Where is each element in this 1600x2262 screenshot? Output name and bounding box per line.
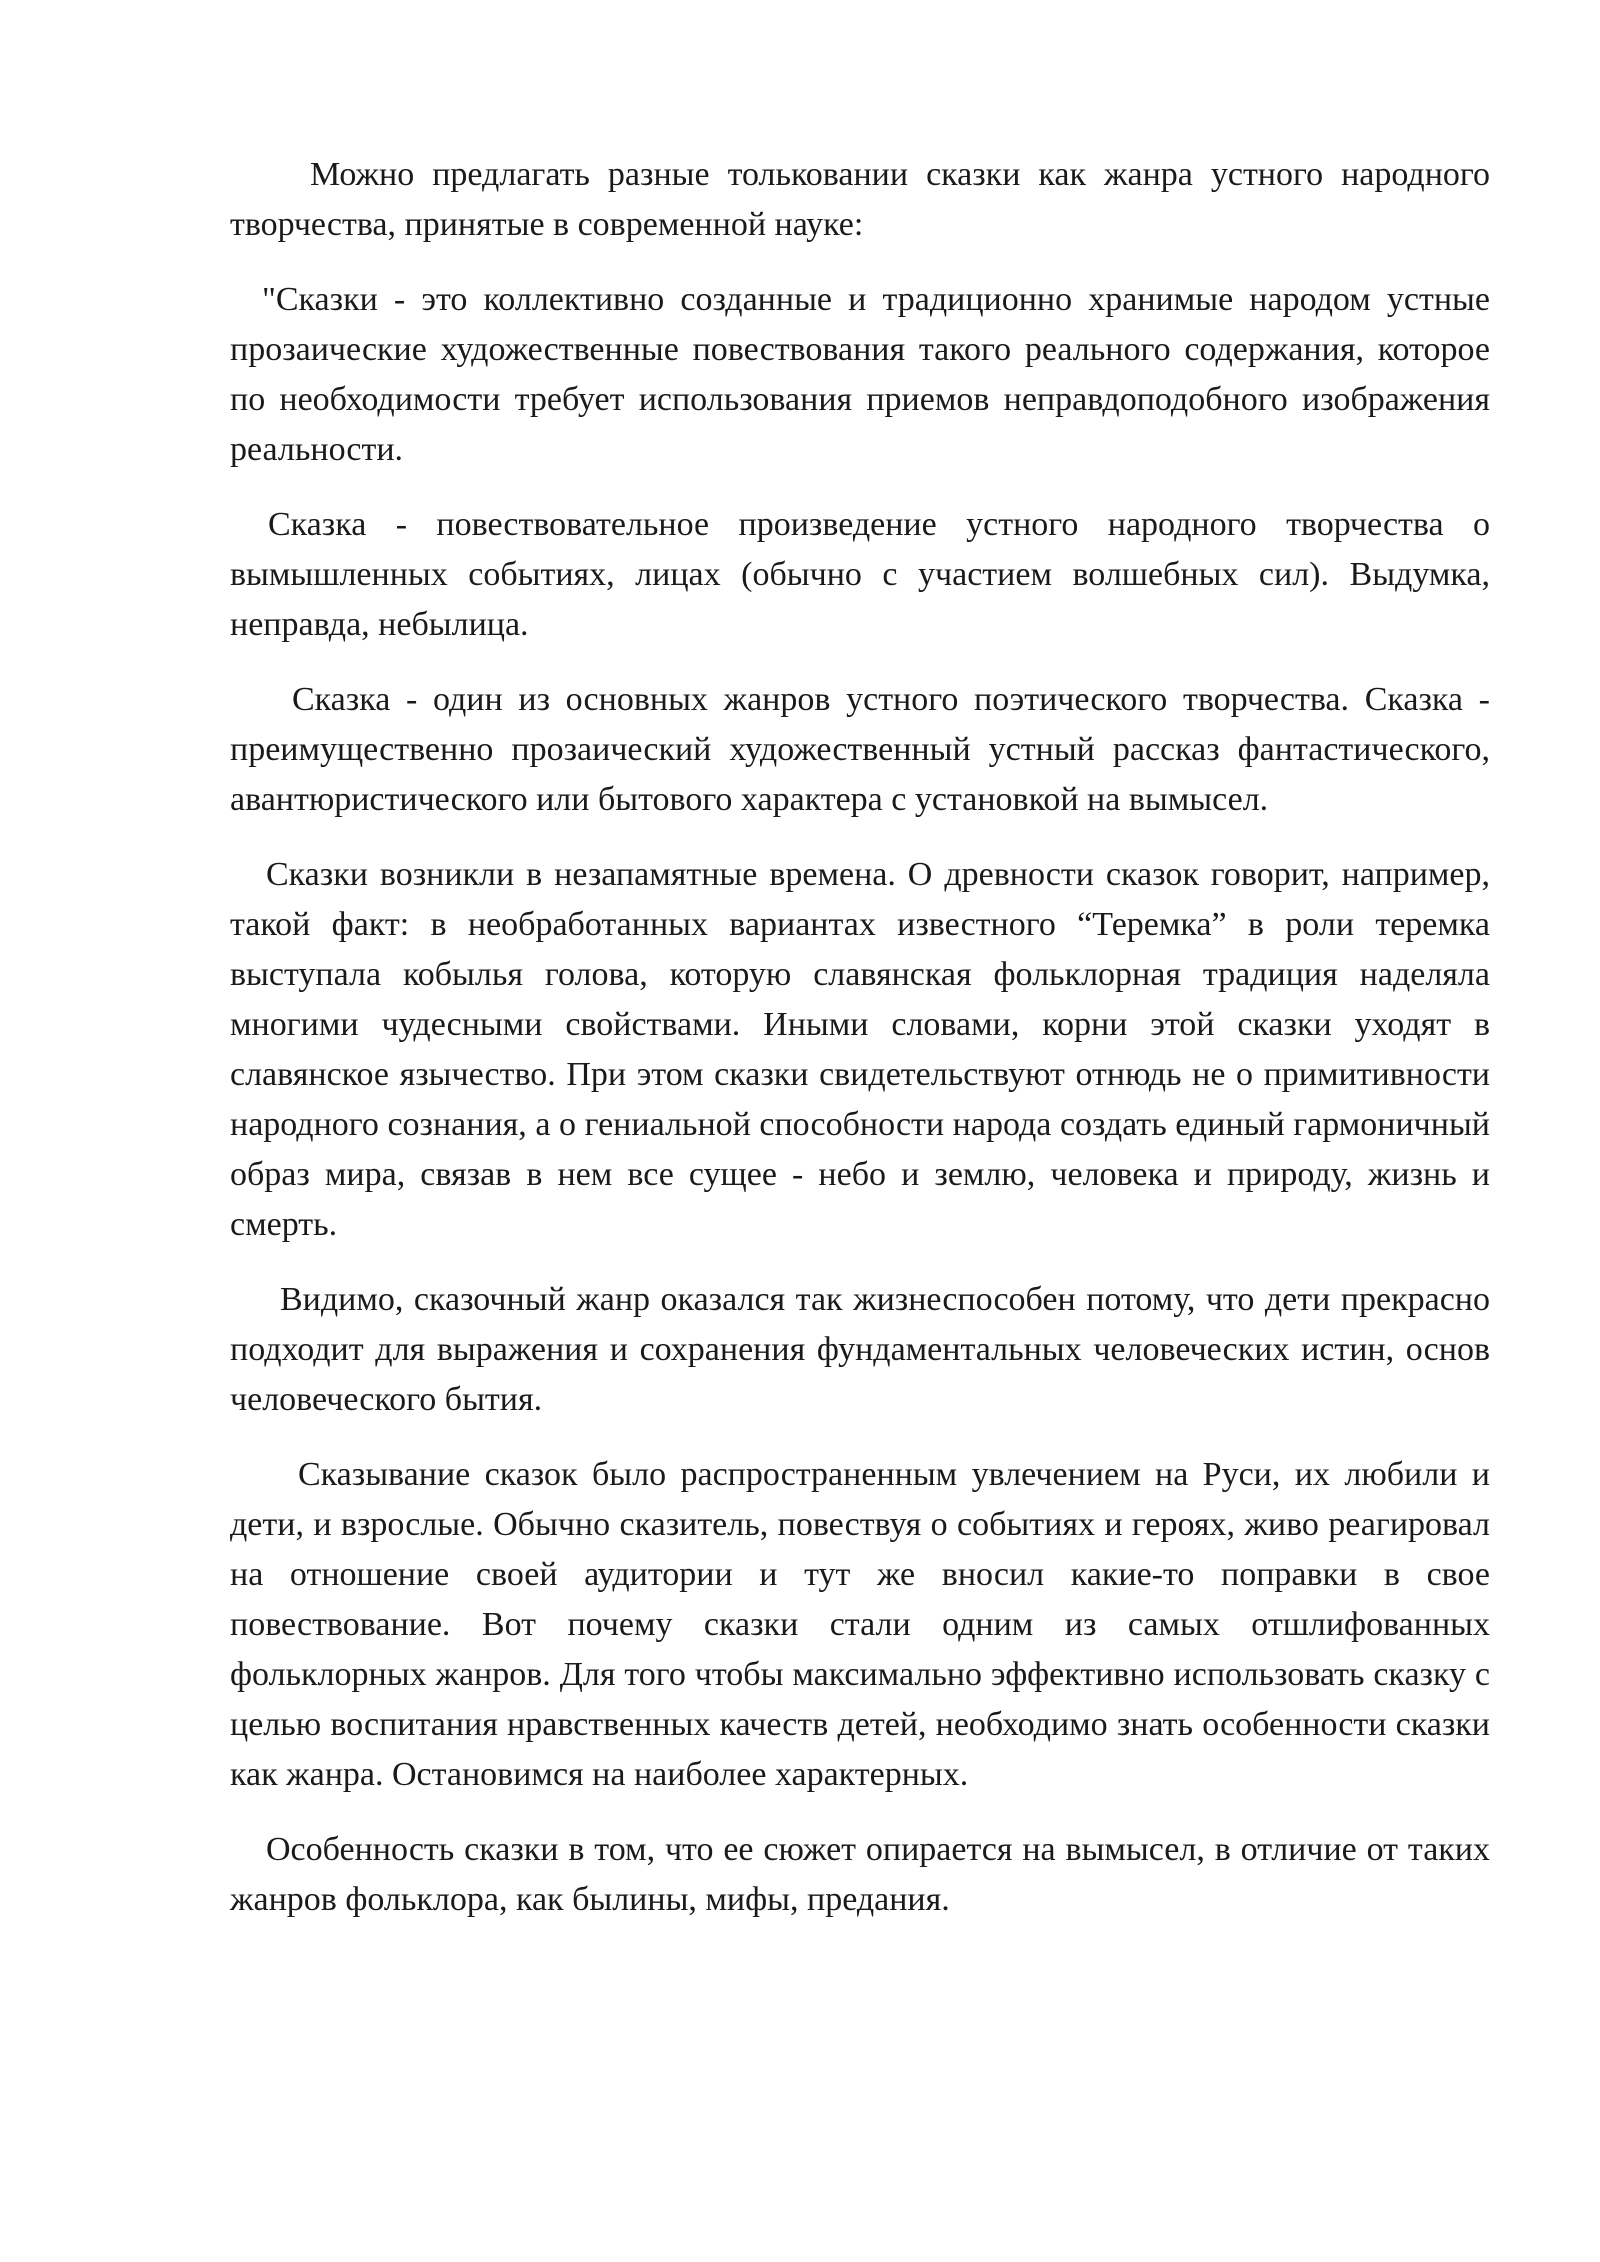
paragraph-intro: Можно предлагать разные тольковании сказки как жанра устного народного творчества, принятые в современной науке: <box>230 156 1490 243</box>
paragraph-origins: Сказки возникли в незапамятные времена. О древности сказок говорит, например, такой факт: в необработанных вариантах известного “Теремка” в роли теремка выступала кобылья голова, которую славянская фольклорная традиция наделяла многими чудесными свойствами. Иными словами, корни этой сказки уходят в славянское язычество. При этом сказки свидетельствуют отнюдь не о примитивности народного сознания, а о гениальной способности народа создать единый гармоничный образ мира, связав в нем все сущее - небо и землю, человека и природу, жизнь и смерть. <box>230 856 1490 1243</box>
paragraph-feature: Особенность сказки в том, что ее сюжет опирается на вымысел, в отличие от таких жанров фольклора, как былины, мифы, предания. <box>230 1831 1490 1918</box>
paragraph-definition-1: "Сказки - это коллективно созданные и традиционно хранимые народом устные прозаические художественные повествования такого реального содержания, которое по необходимости требует использования приемов неправдоподобного изображения реальности. <box>230 281 1490 468</box>
document-body <box>230 150 1490 1950</box>
paragraph-viability: Видимо, сказочный жанр оказался так жизнеспособен потому, что дети прекрасно подходит для выражения и сохранения фундаментальных человеческих истин, основ человеческого бытия. <box>230 1281 1490 1418</box>
paragraph-definition-2: Сказка - повествовательное произведение устного народного творчества о вымышленных событиях, лицах (обычно с участием волшебных сил). Выдумка, неправда, небылица. <box>230 506 1490 643</box>
paragraph-storytelling: Сказывание сказок было распространенным увлечением на Руси, их любили и дети, и взрослые. Обычно сказитель, повествуя о событиях и героях, живо реагировал на отношение своей аудитории и тут же вносил какие-то поправки в свое повествование. Вот почему сказки стали одним из самых отшлифованных фольклорных жанров. Для того чтобы максимально эффективно использовать сказку с целью воспитания нравственных качеств детей, необходимо знать особенности сказки как жанра. Остановимся на наиболее характерных. <box>230 1456 1490 1793</box>
paragraph-definition-3: Сказка - один из основных жанров устного поэтического творчества. Сказка - преимущественно прозаический художественный устный рассказ фантастического, авантюристического или бытового характера с установкой на вымысел. <box>230 681 1490 818</box>
